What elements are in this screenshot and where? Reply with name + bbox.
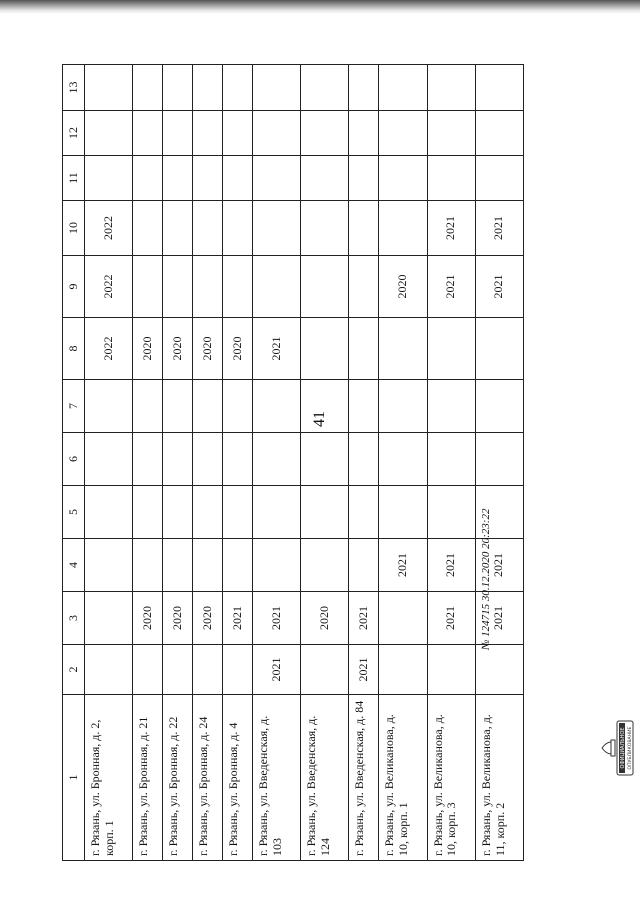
year-cell bbox=[85, 645, 133, 695]
year-cell bbox=[193, 486, 223, 539]
year-cell bbox=[133, 65, 163, 111]
year-cell bbox=[301, 201, 349, 256]
table-row bbox=[193, 65, 223, 861]
year-cell bbox=[379, 380, 427, 433]
year-cell bbox=[163, 201, 193, 256]
year-cell bbox=[163, 380, 193, 433]
table-row bbox=[301, 65, 349, 861]
column-header-9: 9 bbox=[63, 256, 85, 318]
year-cell bbox=[223, 539, 253, 592]
scan-top-edge bbox=[0, 0, 640, 14]
year-cell: 2022 bbox=[85, 256, 133, 318]
year-cell bbox=[253, 201, 301, 256]
year-cell bbox=[85, 380, 133, 433]
year-cell bbox=[253, 380, 301, 433]
year-cell bbox=[427, 156, 475, 201]
year-cell: 2021 bbox=[427, 256, 475, 318]
year-cell bbox=[253, 433, 301, 486]
column-header-3: 3 bbox=[63, 592, 85, 645]
year-cell: 2020 bbox=[133, 592, 163, 645]
year-cell bbox=[349, 156, 379, 201]
column-header-11: 11 bbox=[63, 156, 85, 201]
table-row bbox=[163, 65, 193, 861]
table-row bbox=[253, 65, 301, 861]
year-cell bbox=[379, 592, 427, 645]
year-cell bbox=[427, 486, 475, 539]
year-cell bbox=[193, 645, 223, 695]
year-cell bbox=[427, 318, 475, 380]
year-cell bbox=[85, 111, 133, 156]
year-cell bbox=[133, 433, 163, 486]
address-cell: г. Рязань, ул. Введенская, д. 84 bbox=[349, 695, 379, 861]
year-cell bbox=[253, 156, 301, 201]
year-cell bbox=[223, 380, 253, 433]
year-cell bbox=[301, 156, 349, 201]
year-cell bbox=[163, 486, 193, 539]
year-cell bbox=[427, 645, 475, 695]
year-cell bbox=[379, 201, 427, 256]
year-cell bbox=[163, 645, 193, 695]
column-header-8: 8 bbox=[63, 318, 85, 380]
stamp-line1: ОФИЦИАЛЬНОЕ bbox=[619, 727, 626, 769]
column-header-4: 4 bbox=[63, 539, 85, 592]
year-cell bbox=[223, 256, 253, 318]
year-cell bbox=[193, 256, 223, 318]
year-cell bbox=[223, 111, 253, 156]
year-cell bbox=[85, 433, 133, 486]
year-cell bbox=[163, 539, 193, 592]
year-cell bbox=[301, 256, 349, 318]
year-cell: 2020 bbox=[379, 256, 427, 318]
year-cell: 2021 bbox=[349, 645, 379, 695]
year-cell bbox=[349, 256, 379, 318]
year-cell bbox=[163, 256, 193, 318]
year-cell bbox=[379, 156, 427, 201]
address-cell: г. Рязань, ул. Введенская, д. 103 bbox=[253, 695, 301, 861]
schedule-table bbox=[62, 64, 524, 861]
year-cell bbox=[223, 486, 253, 539]
year-cell bbox=[223, 65, 253, 111]
year-cell: 2022 bbox=[85, 318, 133, 380]
year-cell bbox=[379, 433, 427, 486]
year-cell bbox=[193, 156, 223, 201]
year-cell bbox=[475, 111, 523, 156]
year-cell bbox=[349, 201, 379, 256]
year-cell bbox=[349, 486, 379, 539]
year-cell: 2021 bbox=[253, 318, 301, 380]
address-cell: г. Рязань, ул. Введенская, д. 124 bbox=[301, 695, 349, 861]
year-cell bbox=[133, 486, 163, 539]
year-cell bbox=[379, 486, 427, 539]
year-cell bbox=[301, 111, 349, 156]
year-cell bbox=[85, 592, 133, 645]
year-cell bbox=[133, 380, 163, 433]
year-cell bbox=[301, 380, 349, 433]
year-cell: 2021 bbox=[427, 539, 475, 592]
year-cell bbox=[223, 645, 253, 695]
column-header-10: 10 bbox=[63, 201, 85, 256]
year-cell bbox=[223, 201, 253, 256]
year-cell bbox=[193, 65, 223, 111]
year-cell bbox=[193, 539, 223, 592]
year-cell bbox=[253, 111, 301, 156]
address-cell: г. Рязань, ул. Бронная, д. 2, корп. 1 bbox=[85, 695, 133, 861]
year-cell bbox=[379, 65, 427, 111]
year-cell bbox=[223, 156, 253, 201]
year-cell: 2021 bbox=[349, 592, 379, 645]
year-cell bbox=[301, 65, 349, 111]
year-cell bbox=[163, 156, 193, 201]
year-cell bbox=[133, 111, 163, 156]
column-header-5: 5 bbox=[63, 486, 85, 539]
year-cell bbox=[379, 645, 427, 695]
year-cell: 2021 bbox=[475, 256, 523, 318]
year-cell bbox=[301, 486, 349, 539]
year-cell bbox=[133, 156, 163, 201]
year-cell bbox=[349, 539, 379, 592]
year-cell bbox=[253, 486, 301, 539]
column-header-12: 12 bbox=[63, 111, 85, 156]
year-cell bbox=[301, 645, 349, 695]
address-cell: г. Рязань, ул. Бронная, д. 21 bbox=[133, 695, 163, 861]
year-cell bbox=[133, 256, 163, 318]
year-cell bbox=[163, 433, 193, 486]
year-cell: 2021 bbox=[475, 201, 523, 256]
year-cell: 2021 bbox=[253, 592, 301, 645]
address-cell: г. Рязань, ул. Бронная, д. 4 bbox=[223, 695, 253, 861]
table-row bbox=[427, 65, 475, 861]
column-header-7: 7 bbox=[63, 380, 85, 433]
year-cell: 2020 bbox=[163, 318, 193, 380]
document-id: № 124715 30.12.2020 20:23:22 bbox=[480, 508, 492, 650]
table-body bbox=[85, 65, 524, 861]
year-cell bbox=[379, 111, 427, 156]
year-cell bbox=[193, 433, 223, 486]
address-cell: г. Рязань, ул. Бронная, д. 22 bbox=[163, 695, 193, 861]
page-number: 41 bbox=[311, 411, 328, 427]
year-cell bbox=[163, 65, 193, 111]
year-cell bbox=[133, 645, 163, 695]
year-cell: 2021 bbox=[427, 592, 475, 645]
table-row bbox=[133, 65, 163, 861]
year-cell bbox=[379, 318, 427, 380]
year-cell bbox=[133, 201, 163, 256]
table-row bbox=[379, 65, 427, 861]
header-row bbox=[63, 65, 85, 861]
year-cell bbox=[163, 111, 193, 156]
year-cell bbox=[475, 156, 523, 201]
official-publication-stamp bbox=[599, 718, 635, 778]
year-cell bbox=[253, 65, 301, 111]
year-cell bbox=[427, 380, 475, 433]
table-row bbox=[349, 65, 379, 861]
year-cell bbox=[427, 65, 475, 111]
year-cell bbox=[475, 318, 523, 380]
year-cell: 2021 bbox=[427, 201, 475, 256]
year-cell bbox=[349, 318, 379, 380]
stamp-emblem-icon bbox=[599, 718, 635, 778]
year-cell bbox=[301, 539, 349, 592]
year-cell bbox=[85, 156, 133, 201]
year-cell bbox=[85, 65, 133, 111]
year-cell bbox=[475, 65, 523, 111]
year-cell bbox=[301, 318, 349, 380]
year-cell bbox=[349, 111, 379, 156]
year-cell: 2021 bbox=[379, 539, 427, 592]
year-cell bbox=[253, 256, 301, 318]
year-cell bbox=[193, 380, 223, 433]
year-cell: 2020 bbox=[133, 318, 163, 380]
column-header-6: 6 bbox=[63, 433, 85, 486]
address-cell: г. Рязань, ул. Бронная, д. 24 bbox=[193, 695, 223, 861]
year-cell: 2020 bbox=[193, 318, 223, 380]
year-cell bbox=[253, 539, 301, 592]
year-cell: 2021 bbox=[253, 645, 301, 695]
table-row bbox=[85, 65, 133, 861]
year-cell: 2021 bbox=[223, 592, 253, 645]
year-cell: 2021 bbox=[475, 592, 523, 645]
column-header-1: 1 bbox=[63, 695, 85, 861]
year-cell bbox=[349, 380, 379, 433]
year-cell bbox=[193, 201, 223, 256]
column-header-13: 13 bbox=[63, 65, 85, 111]
year-cell: 2021 bbox=[475, 539, 523, 592]
year-cell: 2022 bbox=[85, 201, 133, 256]
year-cell bbox=[349, 65, 379, 111]
year-cell: 2020 bbox=[223, 318, 253, 380]
address-cell: г. Рязань, ул. Великанова, д. 11, корп. 2 bbox=[475, 695, 523, 861]
year-cell bbox=[427, 433, 475, 486]
year-cell: 2020 bbox=[163, 592, 193, 645]
schedule-table-wrapper bbox=[62, 65, 524, 861]
year-cell bbox=[427, 111, 475, 156]
year-cell bbox=[85, 486, 133, 539]
year-cell bbox=[193, 111, 223, 156]
year-cell bbox=[223, 433, 253, 486]
year-cell bbox=[349, 433, 379, 486]
year-cell bbox=[475, 645, 523, 695]
year-cell bbox=[301, 433, 349, 486]
year-cell: 2020 bbox=[301, 592, 349, 645]
column-header-2: 2 bbox=[63, 645, 85, 695]
address-cell: г. Рязань, ул. Великанова, д. 10, корп. 1 bbox=[379, 695, 427, 861]
year-cell: 2020 bbox=[193, 592, 223, 645]
address-cell: г. Рязань, ул. Великанова, д. 10, корп. 3 bbox=[427, 695, 475, 861]
year-cell bbox=[133, 539, 163, 592]
table-row bbox=[223, 65, 253, 861]
stamp-line2: ОПУБЛИКОВАНИЕ bbox=[628, 726, 633, 770]
year-cell bbox=[85, 539, 133, 592]
